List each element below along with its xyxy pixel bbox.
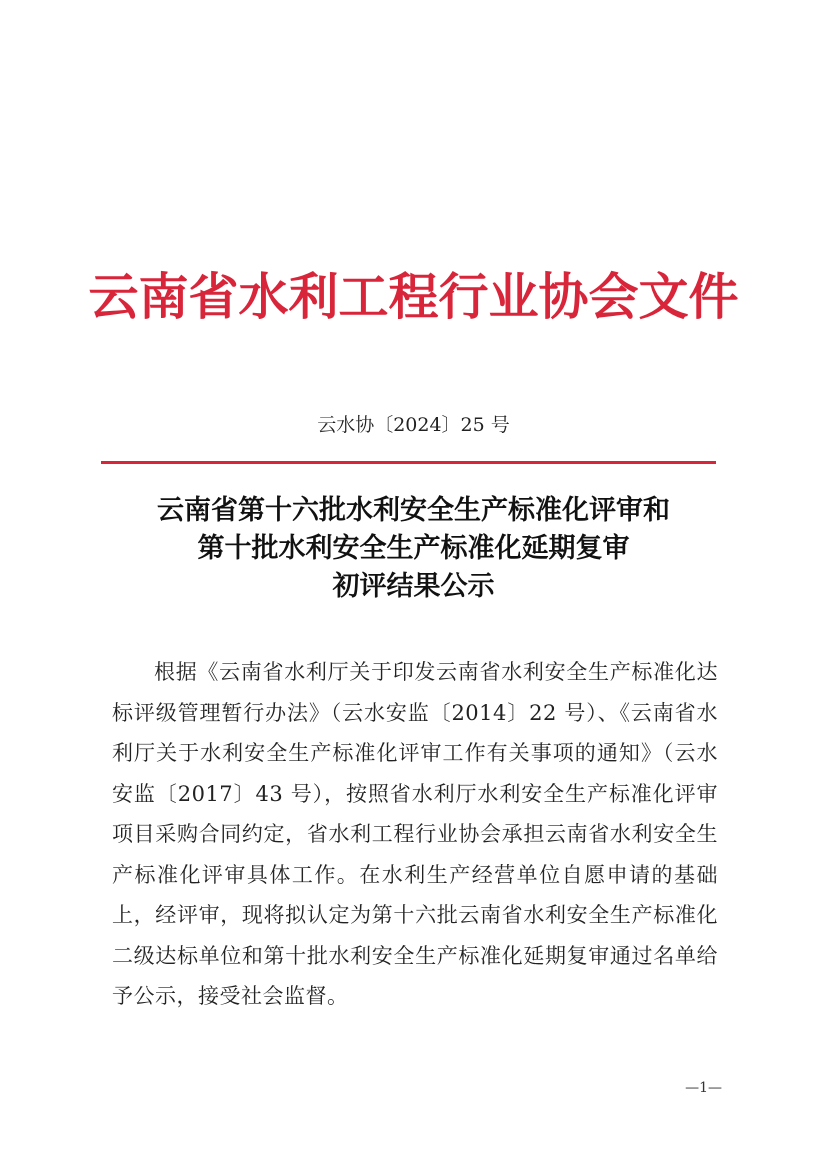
document-number: 云水协〔2024〕25 号 <box>317 414 510 436</box>
page-number: —1— <box>685 1080 722 1096</box>
document-title-line-2: 第十批水利安全生产标准化延期复审 <box>197 533 630 564</box>
document-title <box>60 492 767 606</box>
document-title-line-3: 初评结果公示 <box>332 571 495 602</box>
organization-header-title: 云南省水利工程行业协会文件 <box>88 267 739 326</box>
red-divider-line <box>101 461 716 464</box>
document-title-line-1: 云南省第十六批水利安全生产标准化评审和 <box>157 495 670 526</box>
body-paragraph: 根据《云南省水利厅关于印发云南省水利安全生产标准化达标评级管理暂行办法》（云水安监〔2014〕22 号）、《云南省水利厅关于水利安全生产标准化评审工作有关事项的通知》（云水安监〔2017〕43 号），按照省水利厅水利安全生产标准化评审项目采购合同约定，省水利工程行业协会承担云南省水利安全生产标准化评审具体工作。在水利生产经营单位自愿申请的基础上，经评审，现将拟认定为第十六批云南省水利安全生产标准化二级达标单位和第十批水利安全生产标准化延期复审通过名单给予公示，接受社会监督。 <box>112 660 718 1008</box>
